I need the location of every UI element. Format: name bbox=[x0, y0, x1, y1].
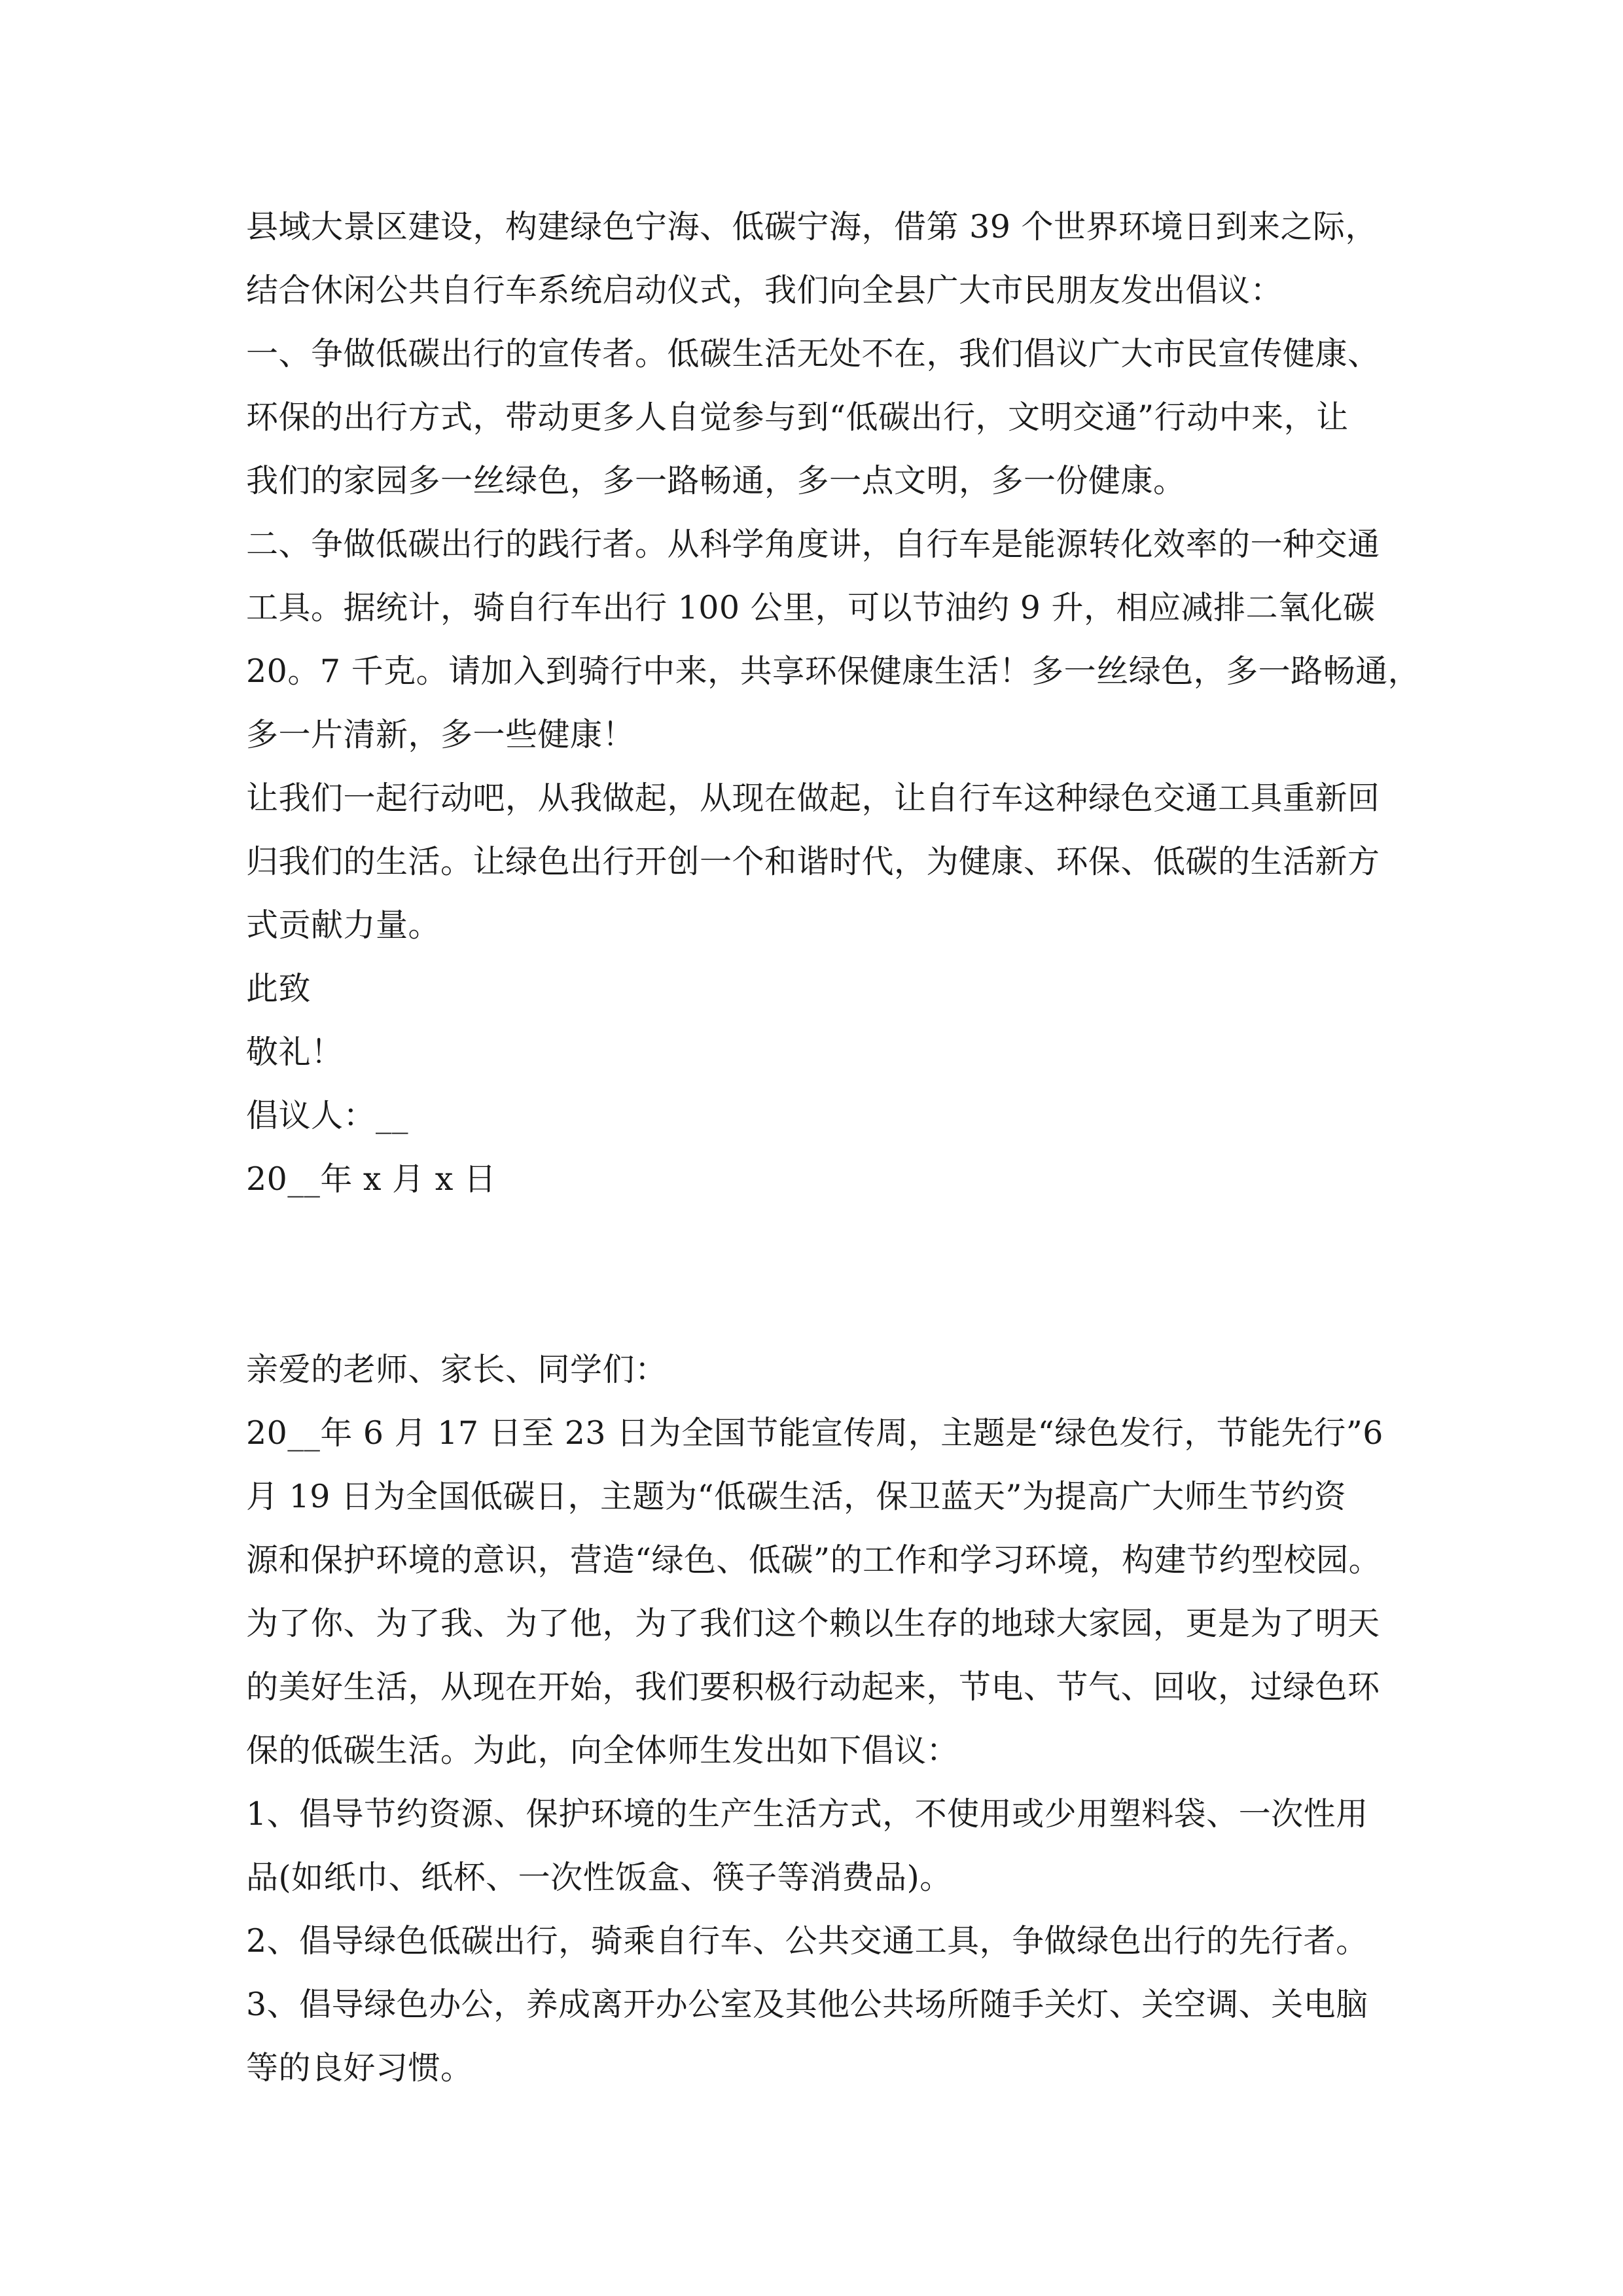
signer-line: 倡议人：__ bbox=[246, 1097, 409, 1134]
text-line: 让我们一起行动吧，从我做起，从现在做起，让自行车这种绿色交通工具重新回 bbox=[246, 780, 1380, 817]
text-line: 环保的出行方式，带动更多人自觉参与到“低碳出行，文明交通”行动中来，让 bbox=[246, 399, 1349, 436]
text-line: 多一片清新，多一些健康！ bbox=[246, 716, 635, 753]
text-line: 的美好生活，从现在开始，我们要积极行动起来，节电、节气、回收，过绿色环 bbox=[246, 1668, 1380, 1706]
document-page bbox=[246, 195, 1421, 2100]
text-line: 我们的家园多一丝绿色，多一路畅通，多一点文明，多一份健康。 bbox=[246, 462, 1186, 499]
text-line: 品(如纸巾、纸杯、一次性饭盒、筷子等消费品)。 bbox=[246, 1859, 952, 1896]
text-line: 二、争做低碳出行的践行者。从科学角度讲，自行车是能源转化效率的一种交通 bbox=[246, 526, 1380, 563]
text-line: 等的良好习惯。 bbox=[246, 2049, 473, 2087]
text-line: 月 19 日为全国低碳日，主题为“低碳生活，保卫蓝天”为提高广大师生节约资 bbox=[246, 1478, 1347, 1515]
text-line: 为了你、为了我、为了他，为了我们这个赖以生存的地球大家园，更是为了明天 bbox=[246, 1605, 1380, 1642]
text-line: 20__年 6 月 17 日至 23 日为全国节能宣传周，主题是“绿色发行，节能先行”6 bbox=[246, 1414, 1383, 1452]
letter2-body bbox=[246, 1338, 1383, 2100]
date-line: 20__年 x 月 x 日 bbox=[246, 1160, 497, 1198]
text-line: 工具。据统计，骑自行车出行 100 公里，可以节油约 9 升，相应减排二氧化碳 bbox=[246, 589, 1376, 626]
text-line: 1、倡导节约资源、保护环境的生产生活方式，不使用或少用塑料袋、一次性用 bbox=[246, 1795, 1368, 1833]
text-line: 县域大景区建设，构建绿色宁海、低碳宁海，借第 39 个世界环境日到来之际， bbox=[246, 208, 1378, 245]
section-gap bbox=[246, 1211, 1378, 1338]
text-line: 3、倡导绿色办公，养成离开办公室及其他公共场所随手关灯、关空调、关电脑 bbox=[246, 1986, 1368, 2023]
text-line: 归我们的生活。让绿色出行开创一个和谐时代，为健康、环保、低碳的生活新方 bbox=[246, 843, 1380, 880]
text-line: 结合休闲公共自行车系统启动仪式，我们向全县广大市民朋友发出倡议： bbox=[246, 272, 1283, 309]
text-line: 2、倡导绿色低碳出行，骑乘自行车、公共交通工具，争做绿色出行的先行者。 bbox=[246, 1922, 1368, 1960]
text-line: 源和保护环境的意识，营造“绿色、低碳”的工作和学习环境，构建节约型校园。 bbox=[246, 1541, 1382, 1579]
closing-text: 此致 bbox=[246, 970, 312, 1007]
letter1-body bbox=[246, 195, 1421, 1211]
greeting-line: 亲爱的老师、家长、同学们： bbox=[246, 1351, 668, 1388]
text-line: 一、争做低碳出行的宣传者。低碳生活无处不在，我们倡议广大市民宣传健康、 bbox=[246, 335, 1380, 372]
text-line: 保的低碳生活。为此，向全体师生发出如下倡议： bbox=[246, 1732, 959, 1769]
text-line: 20。7 千克。请加入到骑行中来，共享环保健康生活！多一丝绿色，多一路畅通， bbox=[246, 653, 1421, 690]
text-line: 式贡献力量。 bbox=[246, 906, 441, 944]
salute-text: 敬礼！ bbox=[246, 1033, 344, 1071]
